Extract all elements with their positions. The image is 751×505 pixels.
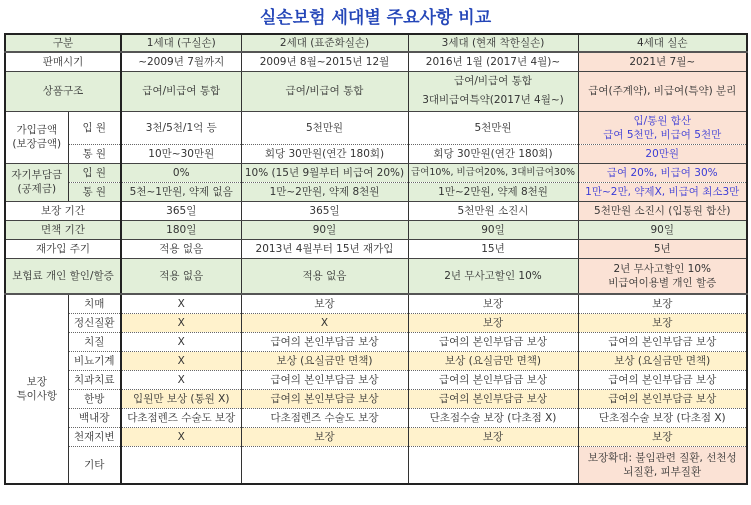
cell-gen1: 10만~30만원 [121,144,241,163]
row-special-cataract [5,408,747,427]
cell-gen4: 급여의 본인부담금 보상 [578,332,747,351]
cell-gen1: 5천~1만원, 약제 없음 [121,182,241,201]
cell-gen1: 365일 [121,201,241,220]
cell-gen2: 보상 (요실금만 면책) [241,351,408,370]
cell-gen4-line1: 2년 무사고할인 10% [613,262,712,275]
cell-gen4: 90일 [578,220,747,239]
cell-gen4: 5천만원 소진시 (입통원 합산) [578,201,747,220]
cell-gen2: 2009년 8월~2015년 12월 [241,52,408,71]
cell-gen4: 급여의 본인부담금 보상 [578,389,747,408]
cell-gen2: 90일 [241,220,408,239]
row-deductible-inpatient [5,163,747,182]
cell-gen3: 급여의 본인부담금 보상 [408,332,578,351]
cell-gen1: X [121,427,241,446]
cell-gen4-line1: 보장확대: 불임관련 질환, 선천성 [587,451,737,464]
cell-gen3: 5천만원 소진시 [408,201,578,220]
cell-gen4: 급여의 본인부담금 보상 [578,370,747,389]
cell-gen3-line2: 3대비급여특약(2017년 4월~) [422,94,564,106]
cell-gen2: 적용 없음 [241,258,408,294]
cell-gen4: 보장 [578,427,747,446]
sub-label: 한방 [68,389,121,408]
header-gen2: 2세대 (표준화실손) [241,34,408,52]
group-label-line1: 보장 [26,376,47,388]
cell-gen3: 보장 [408,427,578,446]
cell-gen4 [578,446,747,484]
cell-gen1: 다초점렌즈 수술도 보장 [121,408,241,427]
cell-gen4: 5년 [578,239,747,258]
row-coverage-period [5,201,747,220]
group-label-line2: (보장금액) [12,138,62,150]
cell-gen3: 2년 무사고할인 10% [408,258,578,294]
row-coverage-inpatient [5,111,747,144]
header-category: 구분 [5,34,121,52]
cell-gen3: 회당 30만원(연간 180회) [408,144,578,163]
sub-label: 입 원 [68,111,121,144]
row-label: 상품구조 [5,71,121,111]
cell-gen1: 급여/비급여 통합 [121,71,241,111]
cell-gen4: 보상 (요실금만 면책) [578,351,747,370]
cell-gen4-line2: 뇌질환, 피부질환 [623,465,702,478]
cell-gen4-line1: 입/통원 합산 [633,114,692,127]
cell-gen2: X [241,313,408,332]
cell-gen2: 보장 [241,294,408,313]
row-coverage-outpatient [5,144,747,163]
row-label: 판매시기 [5,52,121,71]
cell-gen2: 1만~2만원, 약제 8천원 [241,182,408,201]
cell-gen4 [578,111,747,144]
sub-label: 치질 [68,332,121,351]
sub-label: 백내장 [68,408,121,427]
row-exemption-period [5,220,747,239]
cell-gen1: X [121,351,241,370]
cell-gen2: 급여의 본인부담금 보상 [241,370,408,389]
sub-label: 통 원 [68,182,121,201]
group-label-line1: 가입금액 [16,124,58,136]
row-label: 면책 기간 [5,220,121,239]
header-gen3: 3세대 (현재 착한실손) [408,34,578,52]
cell-gen1: 적용 없음 [121,258,241,294]
cell-gen3: 보상 (요실금만 면책) [408,351,578,370]
cell-gen1: ~2009년 7월까지 [121,52,241,71]
cell-gen4 [578,258,747,294]
cell-gen2: 2013년 4월부터 15년 재가입 [241,239,408,258]
row-product-structure [5,71,747,111]
cell-gen3: 보장 [408,313,578,332]
cell-gen1: 적용 없음 [121,239,241,258]
cell-gen2: 보장 [241,427,408,446]
cell-gen2: 급여/비급여 통합 [241,71,408,111]
cell-gen4: 보장 [578,313,747,332]
row-deductible-outpatient [5,182,747,201]
sub-label: 통 원 [68,144,121,163]
header-gen4: 4세대 실손 [578,34,747,52]
cell-gen1: 180일 [121,220,241,239]
row-label: 재가입 주기 [5,239,121,258]
cell-gen3 [408,446,578,484]
cell-gen1: 입원만 보상 (통원 X) [121,389,241,408]
cell-gen4: 단초점수술 보장 (다초점 X) [578,408,747,427]
row-premium-adjust [5,258,747,294]
cell-gen1: 3천/5천/1억 등 [121,111,241,144]
header-row [5,34,747,52]
group-label-line1: 자기부담금 [11,169,63,181]
cell-gen3: 2016년 1월 (2017년 4월)~ [408,52,578,71]
cell-gen4: 2021년 7월~ [578,52,747,71]
group-label-line2: (공제금) [17,183,57,195]
sub-label: 입 원 [68,163,121,182]
cell-gen2: 다초점렌즈 수술도 보장 [241,408,408,427]
cell-gen1: X [121,313,241,332]
sub-label: 치과치료 [68,370,121,389]
sub-label: 천재지변 [68,427,121,446]
row-label: 보장 기간 [5,201,121,220]
cell-gen3: 급여의 본인부담금 보상 [408,370,578,389]
cell-gen3-line1: 급여/비급여 통합 [454,75,532,87]
sub-label: 정신질환 [68,313,121,332]
sub-label: 기타 [68,446,121,484]
cell-gen3: 15년 [408,239,578,258]
row-renewal-cycle [5,239,747,258]
row-special-natural-disaster [5,427,747,446]
cell-gen3 [408,71,578,111]
cell-gen4-line2: 비급여이용별 개인 할증 [608,276,717,289]
cell-gen4: 급여 20%, 비급여 30% [578,163,747,182]
sub-label: 비뇨기계 [68,351,121,370]
row-special-hemorrhoids [5,332,747,351]
cell-gen3: 5천만원 [408,111,578,144]
cell-gen3: 급여의 본인부담금 보상 [408,389,578,408]
group-label-coverage [5,111,68,163]
cell-gen2: 급여의 본인부담금 보상 [241,389,408,408]
cell-gen2: 10% (15년 9월부터 비급여 20%) [241,163,408,182]
cell-gen1 [121,446,241,484]
row-special-other [5,446,747,484]
row-special-urology [5,351,747,370]
cell-gen4: 보장 [578,294,747,313]
cell-gen3: 급여10%, 비급여20%, 3대비급여30% [408,163,578,182]
group-label-deductible [5,163,68,201]
cell-gen2 [241,446,408,484]
group-label-special [5,294,68,484]
cell-gen4-line2: 급여 5천만, 비급여 5천만 [603,128,722,141]
cell-gen3: 보장 [408,294,578,313]
row-special-mental [5,313,747,332]
header-gen1: 1세대 (구실손) [121,34,241,52]
cell-gen1: X [121,370,241,389]
page-title: 실손보험 세대별 주요사항 비교 [259,8,492,28]
cell-gen2: 회당 30만원(연간 180회) [241,144,408,163]
cell-gen2: 급여의 본인부담금 보상 [241,332,408,351]
cell-gen4: 급여(주계약), 비급여(특약) 분리 [578,71,747,111]
cell-gen3: 90일 [408,220,578,239]
row-special-dementia [5,294,747,313]
group-label-line2: 특이사항 [16,390,58,402]
cell-gen3: 1만~2만원, 약제 8천원 [408,182,578,201]
row-special-oriental [5,389,747,408]
cell-gen1: 0% [121,163,241,182]
cell-gen1: X [121,294,241,313]
cell-gen1: X [121,332,241,351]
comparison-table [4,33,748,485]
cell-gen2: 365일 [241,201,408,220]
row-special-dental [5,370,747,389]
row-label: 보험료 개인 할인/할증 [5,258,121,294]
cell-gen2: 5천만원 [241,111,408,144]
cell-gen3: 단초점수술 보장 (다초점 X) [408,408,578,427]
cell-gen4: 20만원 [578,144,747,163]
row-sale-period [5,52,747,71]
cell-gen4: 1만~2만, 약제X, 비급여 최소3만 [578,182,747,201]
sub-label: 치매 [68,294,121,313]
